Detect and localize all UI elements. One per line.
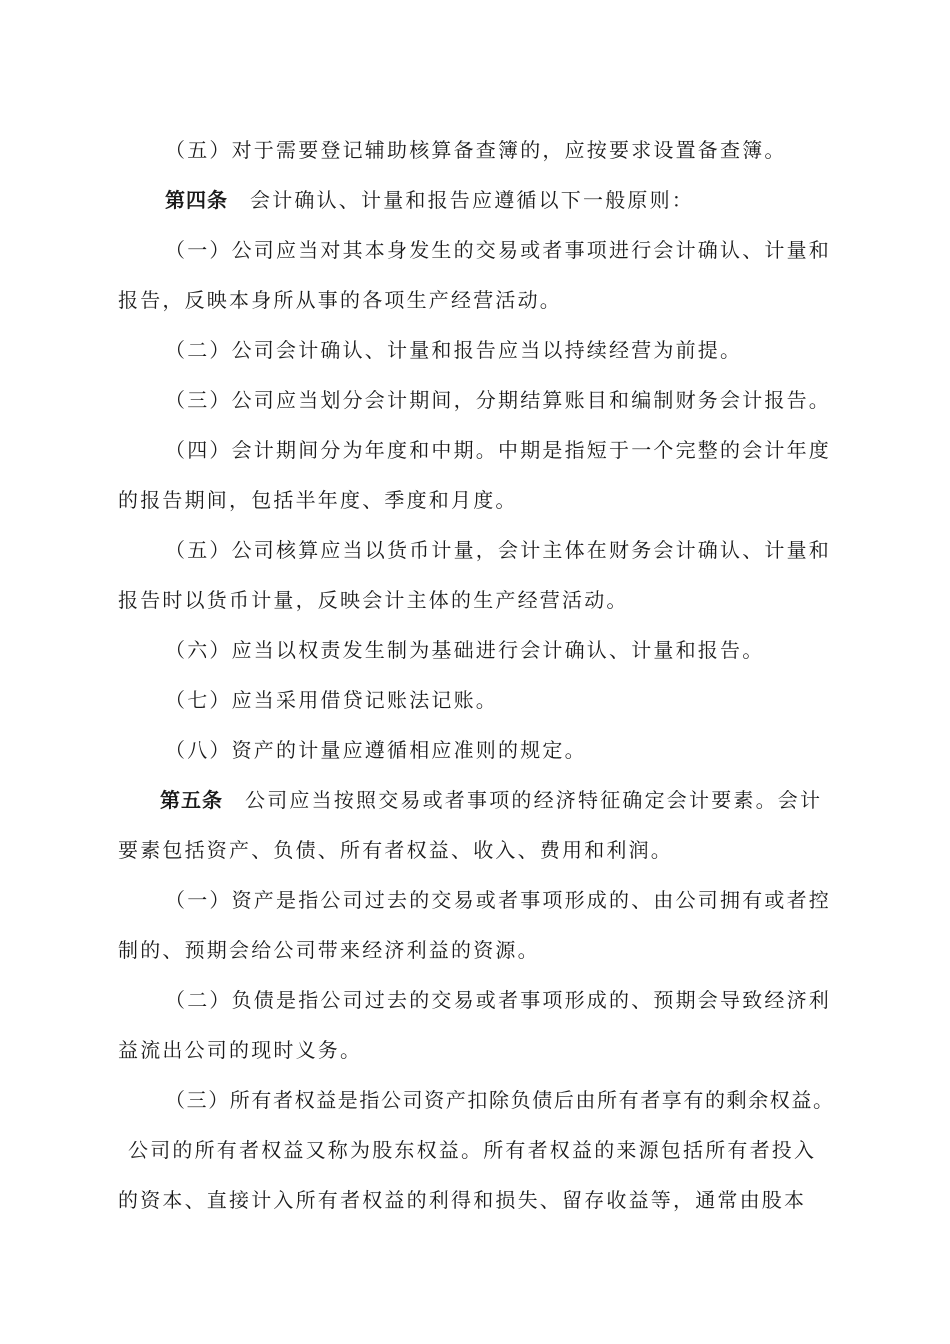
text-line: 制的、预期会给公司带来经济利益的资源。 bbox=[118, 938, 540, 962]
text-line: （三）公司应当划分会计期间，分期结算账目和编制财务会计报告。 bbox=[165, 388, 831, 412]
text-line: 的报告期间，包括半年度、季度和月度。 bbox=[118, 488, 518, 512]
text-line: （七）应当采用借贷记账法记账。 bbox=[165, 688, 498, 712]
text-line: （三）所有者权益是指公司资产扣除负债后由所有者享有的剩余权益。 bbox=[165, 1088, 835, 1112]
article-line bbox=[160, 786, 835, 814]
article-line bbox=[165, 186, 835, 214]
text-line: 公司的所有者权益又称为股东权益。所有者权益的来源包括所有者投入 bbox=[128, 1138, 817, 1162]
article-text: 公司应当按照交易或者事项的经济特征确定会计要素。会计 bbox=[245, 788, 823, 812]
text-line: 报告时以货币计量，反映会计主体的生产经营活动。 bbox=[118, 588, 629, 612]
text-line: （五）公司核算应当以货币计量，会计主体在财务会计确认、计量和 bbox=[165, 538, 831, 562]
text-line: （一）公司应当对其本身发生的交易或者事项进行会计确认、计量和 bbox=[165, 238, 831, 262]
text-line: 的资本、直接计入所有者权益的利得和损失、留存收益等，通常由股本 bbox=[118, 1188, 807, 1212]
article-heading: 第五条 bbox=[160, 788, 223, 812]
text-line: （八）资产的计量应遵循相应准则的规定。 bbox=[165, 738, 587, 762]
text-line: （二）负债是指公司过去的交易或者事项形成的、预期会导致经济利 bbox=[165, 988, 831, 1012]
text-line: （四）会计期间分为年度和中期。中期是指短于一个完整的会计年度 bbox=[165, 438, 831, 462]
text-line: 益流出公司的现时义务。 bbox=[118, 1038, 363, 1062]
text-line: 要素包括资产、负债、所有者权益、收入、费用和利润。 bbox=[118, 838, 673, 862]
text-line: （一）资产是指公司过去的交易或者事项形成的、由公司拥有或者控 bbox=[165, 888, 831, 912]
article-text: 会计确认、计量和报告应遵循以下一般原则： bbox=[250, 188, 694, 212]
article-heading: 第四条 bbox=[165, 188, 228, 212]
text-line: （六）应当以权责发生制为基础进行会计确认、计量和报告。 bbox=[165, 638, 765, 662]
text-line: （五）对于需要登记辅助核算备查簿的，应按要求设置备查簿。 bbox=[165, 138, 787, 162]
text-line: 报告，反映本身所从事的各项生产经营活动。 bbox=[118, 288, 562, 312]
text-line: （二）公司会计确认、计量和报告应当以持续经营为前提。 bbox=[165, 338, 743, 362]
